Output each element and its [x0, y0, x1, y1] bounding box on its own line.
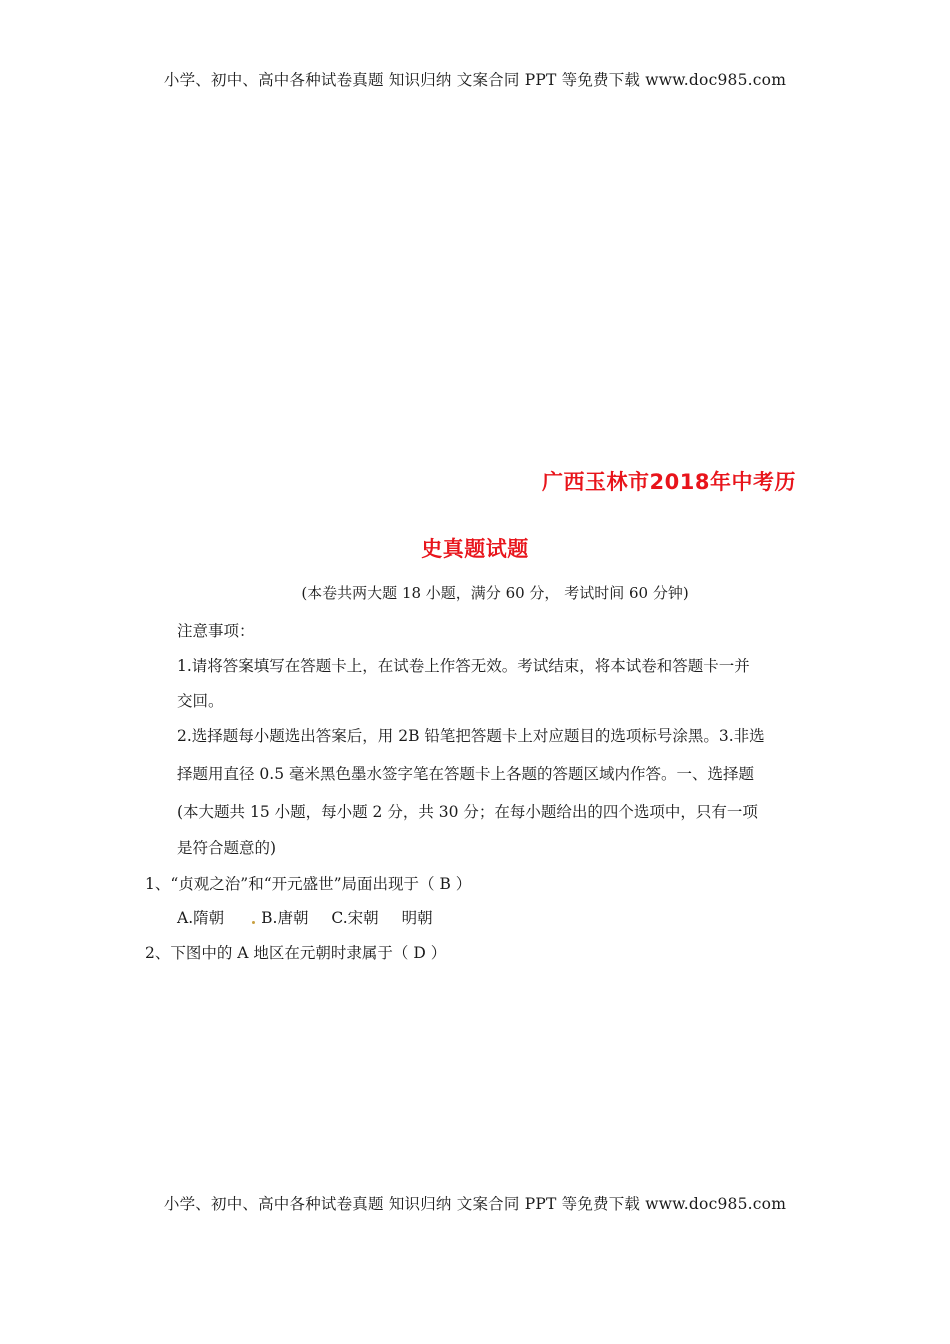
- question-2: 2、下图中的 A 地区在元朝时隶属于（ D ）: [145, 944, 447, 962]
- exam-title-line2: 史真题试题: [421, 537, 529, 561]
- question-1: 1、“贞观之治”和“开元盛世”局面出现于（ B ）: [145, 875, 472, 893]
- page-footer: 小学、初中、高中各种试卷真题 知识归纳 文案合同 PPT 等免费下载 www.doc985.com: [163, 1195, 787, 1213]
- option-c: C.宋朝: [331, 909, 379, 927]
- notice-line: 2.选择题每小题选出答案后，用 2B 铅笔把答题卡上对应题目的选项标号涂黑。3.非选: [177, 727, 765, 745]
- notice-line: 择题用直径 0.5 毫米黑色墨水签字笔在答题卡上各题的答题区域内作答。一、选择题: [177, 765, 755, 783]
- question-1-options: [177, 906, 451, 928]
- notice-line: 是符合题意的): [177, 839, 277, 857]
- notice-line: (本大题共 15 小题，每小题 2 分，共 30 分；在每小题给出的四个选项中，只有一项: [177, 803, 758, 821]
- notice-heading: 注意事项：: [177, 622, 255, 640]
- exam-subtitle: (本卷共两大题 18 小题，满分 60 分， 考试时间 60 分钟): [301, 584, 689, 602]
- option-b: B.唐朝: [261, 909, 309, 927]
- exam-title-line1: 广西玉林市2018年中考历: [542, 470, 796, 494]
- notice-line: 1.请将答案填写在答题卡上，在试卷上作答无效。考试结束，将本试卷和答题卡一并: [177, 657, 750, 675]
- notice-line: 交回。: [177, 692, 224, 710]
- decorative-dot: [252, 921, 255, 924]
- option-d: 明朝: [401, 909, 433, 927]
- page-header: 小学、初中、高中各种试卷真题 知识归纳 文案合同 PPT 等免费下载 www.doc985.com: [163, 71, 787, 89]
- option-a: A.隋朝: [177, 909, 225, 927]
